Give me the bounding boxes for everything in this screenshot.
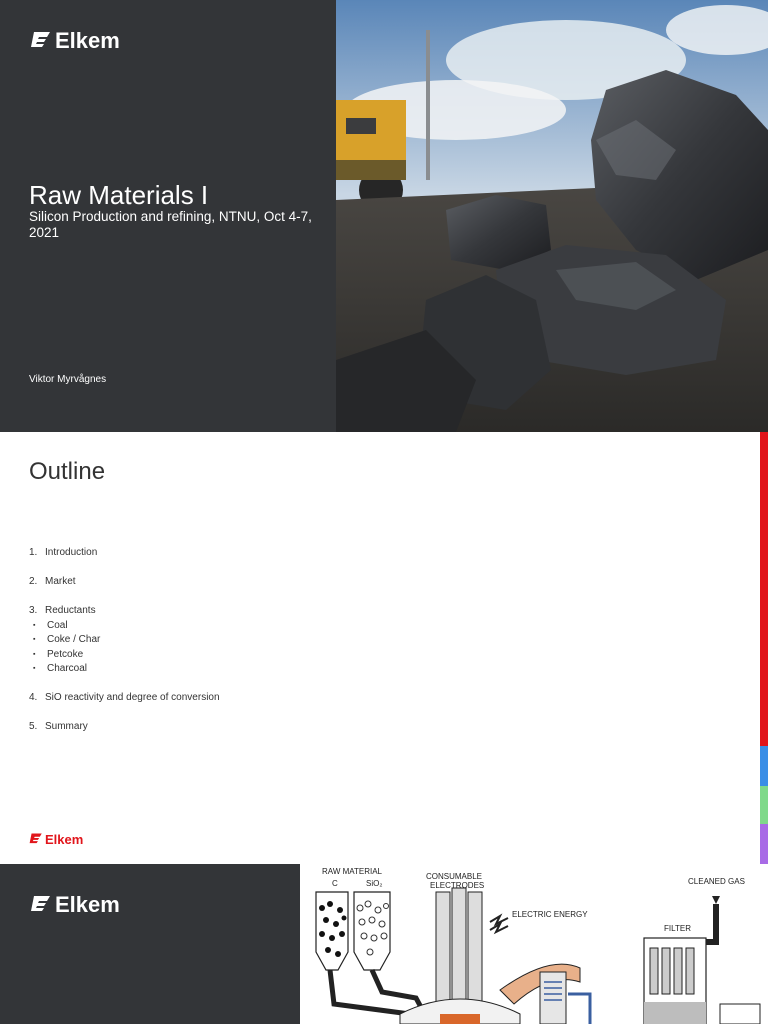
cleaned-gas-label: CLEANED GAS: [688, 877, 745, 886]
list-item: 2. Market: [29, 576, 76, 587]
bullet-icon: ▪: [33, 621, 36, 629]
carbon-label: C: [332, 879, 338, 888]
list-item: 5. Summary: [29, 721, 88, 732]
accent-stripe-blue: [760, 746, 768, 786]
bullet-icon: ▪: [33, 665, 36, 672]
outline-title: Outline: [29, 458, 106, 485]
sub-list-item: ▪ Petcoke: [29, 648, 220, 663]
elkem-mark-icon: [29, 832, 43, 847]
elkem-wordmark: Elkem: [55, 28, 120, 53]
process-slide: [0, 864, 768, 1024]
elkem-mark-icon: [30, 28, 52, 54]
elkem-mark-icon: [30, 892, 52, 918]
sio2-label: SiO₂: [366, 879, 383, 888]
elkem-wordmark: Elkem: [45, 832, 84, 847]
accent-stripe-red: [760, 432, 768, 746]
list-item: 1. Introduction: [29, 547, 98, 558]
bullet-icon: ▪: [33, 636, 36, 643]
elkem-logo: [29, 832, 83, 847]
sub-list-item: ▪ Coal: [29, 619, 220, 634]
list-item: 3. Reductants: [29, 605, 96, 616]
outline-slide: [0, 432, 768, 864]
sub-list-item: ▪ Coke / Char: [29, 633, 220, 648]
presentation-title: Raw Materials I: [29, 180, 209, 210]
sub-list-item: ▪ Charcoal: [29, 662, 220, 677]
electrodes-label: ELECTRODES: [430, 881, 485, 890]
accent-stripe-green: [760, 786, 768, 824]
title-slide: [0, 0, 768, 432]
consumable-label: CONSUMABLE: [426, 872, 483, 881]
list-item: 4. SiO reactivity and degree of conversion: [29, 692, 220, 703]
author-name: Viktor Myrvågnes: [29, 374, 107, 385]
bullet-icon: ▪: [33, 650, 36, 658]
coal-photo: [336, 0, 768, 432]
furnace-process-diagram: [300, 864, 768, 1024]
outline-list: [29, 546, 220, 735]
elkem-wordmark: Elkem: [55, 892, 120, 917]
presentation-subtitle: Silicon Production and refining, NTNU, Oct 4-7, 2021: [29, 209, 312, 240]
filter-label: FILTER: [664, 924, 691, 933]
accent-stripe-purple: [760, 824, 768, 864]
elkem-logo: [30, 28, 120, 54]
raw-material-label: RAW MATERIAL: [322, 867, 383, 876]
elkem-logo: [30, 892, 120, 918]
electric-energy-label: ELECTRIC ENERGY: [512, 910, 588, 919]
